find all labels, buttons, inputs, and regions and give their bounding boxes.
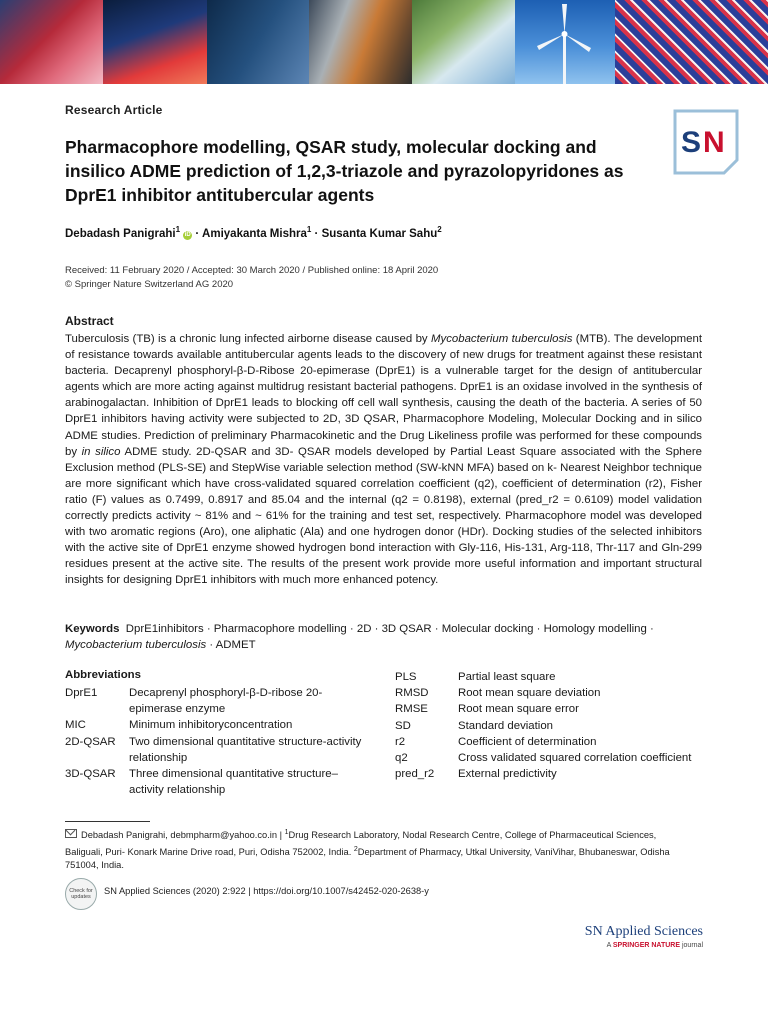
organism-name: Mycobacterium tuberculosis	[431, 333, 573, 345]
sn-logo	[672, 108, 740, 176]
banner-image-7	[615, 0, 768, 84]
abbreviation-row: PLS Partial least square	[395, 671, 556, 683]
affiliation-marker: 1	[306, 225, 312, 234]
contact-email[interactable]: Debadash Panigrahi, debmpharm@yahoo.co.in |	[81, 830, 283, 841]
abbreviation-row: MIC Minimum inhibitoryconcentration	[65, 719, 293, 732]
svg-text:N: N	[703, 126, 725, 159]
abbreviation-row: r2 Coefficient of determination	[395, 735, 597, 748]
banner-image-3	[207, 0, 309, 84]
banner-image-4	[309, 0, 412, 84]
author-name[interactable]: Debadash Panigrahi	[65, 227, 176, 240]
banner-image-wind-turbine	[515, 0, 615, 84]
keywords: Keywords DprE1inhibitors · Pharmacophore modelling · 2D · 3D QSAR · Molecular docking · Homology modelling · Mycobacterium tuberculosis · ADMET	[65, 623, 654, 651]
abstract-heading: Abstract	[65, 314, 114, 328]
abbreviation-row: SD Standard deviation	[395, 719, 553, 732]
copyright: © Springer Nature Switzerland AG 2020	[65, 279, 234, 290]
article-type: Research Article	[65, 103, 163, 117]
separator: ·	[195, 227, 200, 240]
abbreviations-left-column	[65, 685, 365, 798]
dates-line: Received: 11 February 2020 / Accepted: 30 March 2020 / Published online: 18 April 2020	[65, 265, 439, 276]
envelope-icon	[65, 829, 77, 838]
author-name[interactable]: Amiyakanta Mishra	[202, 227, 307, 240]
abbreviation-row: 2D-QSAR Two dimensional quantitative structure-activity relationship	[65, 735, 362, 764]
svg-text:S: S	[681, 126, 702, 159]
orcid-icon[interactable]: iD	[184, 231, 191, 238]
abbreviation-row: q2 Cross validated squared correlation coefficient	[395, 752, 692, 765]
abbreviation-row: pred_r2 External predictivity	[395, 768, 557, 781]
banner-image-1	[0, 0, 103, 84]
abbreviations-right-column	[395, 669, 705, 782]
banner-image-5	[412, 0, 515, 84]
corresponding-author-footnote: Debadash Panigrahi, debmpharm@yahoo.co.in | $^1$Drug Research Laboratory, Nodal Research Centre, College of Pharmaceutical Sciences, Baliguali, Puri- Konark Marine Drive road, Puri, Odisha 752002, India. $^2$Department of Pharmacy, Utkal University, VaniVihar, Bhubaneswar, Odisha 751004, India.	[65, 829, 670, 870]
header-banner	[0, 0, 768, 84]
author-list	[65, 225, 442, 240]
check-for-updates-badge[interactable]: Check for updates	[65, 878, 97, 910]
keywords-label: Keywords	[65, 623, 120, 635]
wind-turbine-icon	[515, 0, 615, 84]
separator: ·	[314, 227, 319, 240]
publication-dates	[65, 264, 438, 292]
abbreviations-heading: Abbreviations	[65, 669, 141, 681]
abbreviation-row: DprE1 Decaprenyl phosphoryl-β-D-ribose 20-epimerase enzyme	[65, 687, 323, 716]
footnote-divider	[65, 821, 150, 822]
springer-nature-brand: SPRINGER NATURE	[612, 942, 681, 949]
abbreviation-row: RMSE Root mean square error	[395, 703, 579, 716]
affiliation-marker: 1	[175, 225, 181, 234]
abstract-body: Tuberculosis (TB) is a chronic lung infected airborne disease caused by Mycobacterium tuberculosis (MTB). The development of resistance towards available antitubercular agents leads to the discovery of new drugs for treatment against these resistant bacteria. Decaprenyl phosphoryl-β-D-Ribose 20-epimerase (DprE1) is a vulnerable target for the design of antitubercular agents which are more acting against multidrug resistant bacterial pathogens. DprE1 is an oxidase involved in the synthesis of arabinogalactan. Inhibition of DprE1 leads to blocking off cell wall synthesis, causing the death of the bacteria. A series of 50 DprE1 inhibitors having activity were subjected to 2D, 3D QSAR, Pharmacophore Modeling, Molecular Docking and in silico ADME studies. Prediction of preliminary Pharmacokinetic and the Drug Likeliness profile was performed for these compounds by in silico ADME study. 2D-QSAR and 3D- QSAR models developed by Partial Least Square associated with the Sphere Exclusion method (PLS-SE) and StepWise variable selection method (SW-kNN MFA) based on k- Nearest Neighbor technique are more significant which have cross-validated squared correlation coefficient (q2), coefficient of determination (r2), Fisher ratio (F) values as 0.7499, 0.8917 and 85.04 and the internal (q2 = 0.8198), external (pred_r2 = 0.6109) model validation correctly predicts activity ~ 81% and ~ 61% for the training and test set, respectively. Pharmacophore model was developed with two aromatic regions (Aro), one aliphatic (Ala) and one hydrogen donor (HDr). Docking studies of the selected inhibitors with the active site of DprE1 enzyme showed hydrogen bond interaction with Gly-116, His-131, Arg-118, Thr-117 and Gln-299 residues present at the active site. The results of the present work provide more useful information and important structural insights for designing DprE1 inhibitors with much more enhanced potency.	[65, 333, 702, 587]
affiliation-marker: 2	[437, 225, 442, 234]
abbreviation-row: RMSD Root mean square deviation	[395, 687, 601, 700]
publisher-line: A SPRINGER NATURE journal	[606, 942, 703, 949]
author-name[interactable]: Susanta Kumar Sahu	[321, 227, 438, 240]
journal-name: SN Applied Sciences	[584, 924, 703, 939]
article-title: Pharmacophore modelling, QSAR study, molecular docking and insilico ADME prediction of 1,2,3-triazole and pyrazolopyridones as DprE1 inhibitor antitubercular agents	[65, 137, 624, 205]
abbreviation-row: 3D-QSAR Three dimensional quantitative structure–activity relationship	[65, 768, 338, 797]
banner-image-2	[103, 0, 207, 84]
citation-doi[interactable]: SN Applied Sciences (2020) 2:922 | https://doi.org/10.1007/s42452-020-2638-y	[104, 886, 429, 896]
